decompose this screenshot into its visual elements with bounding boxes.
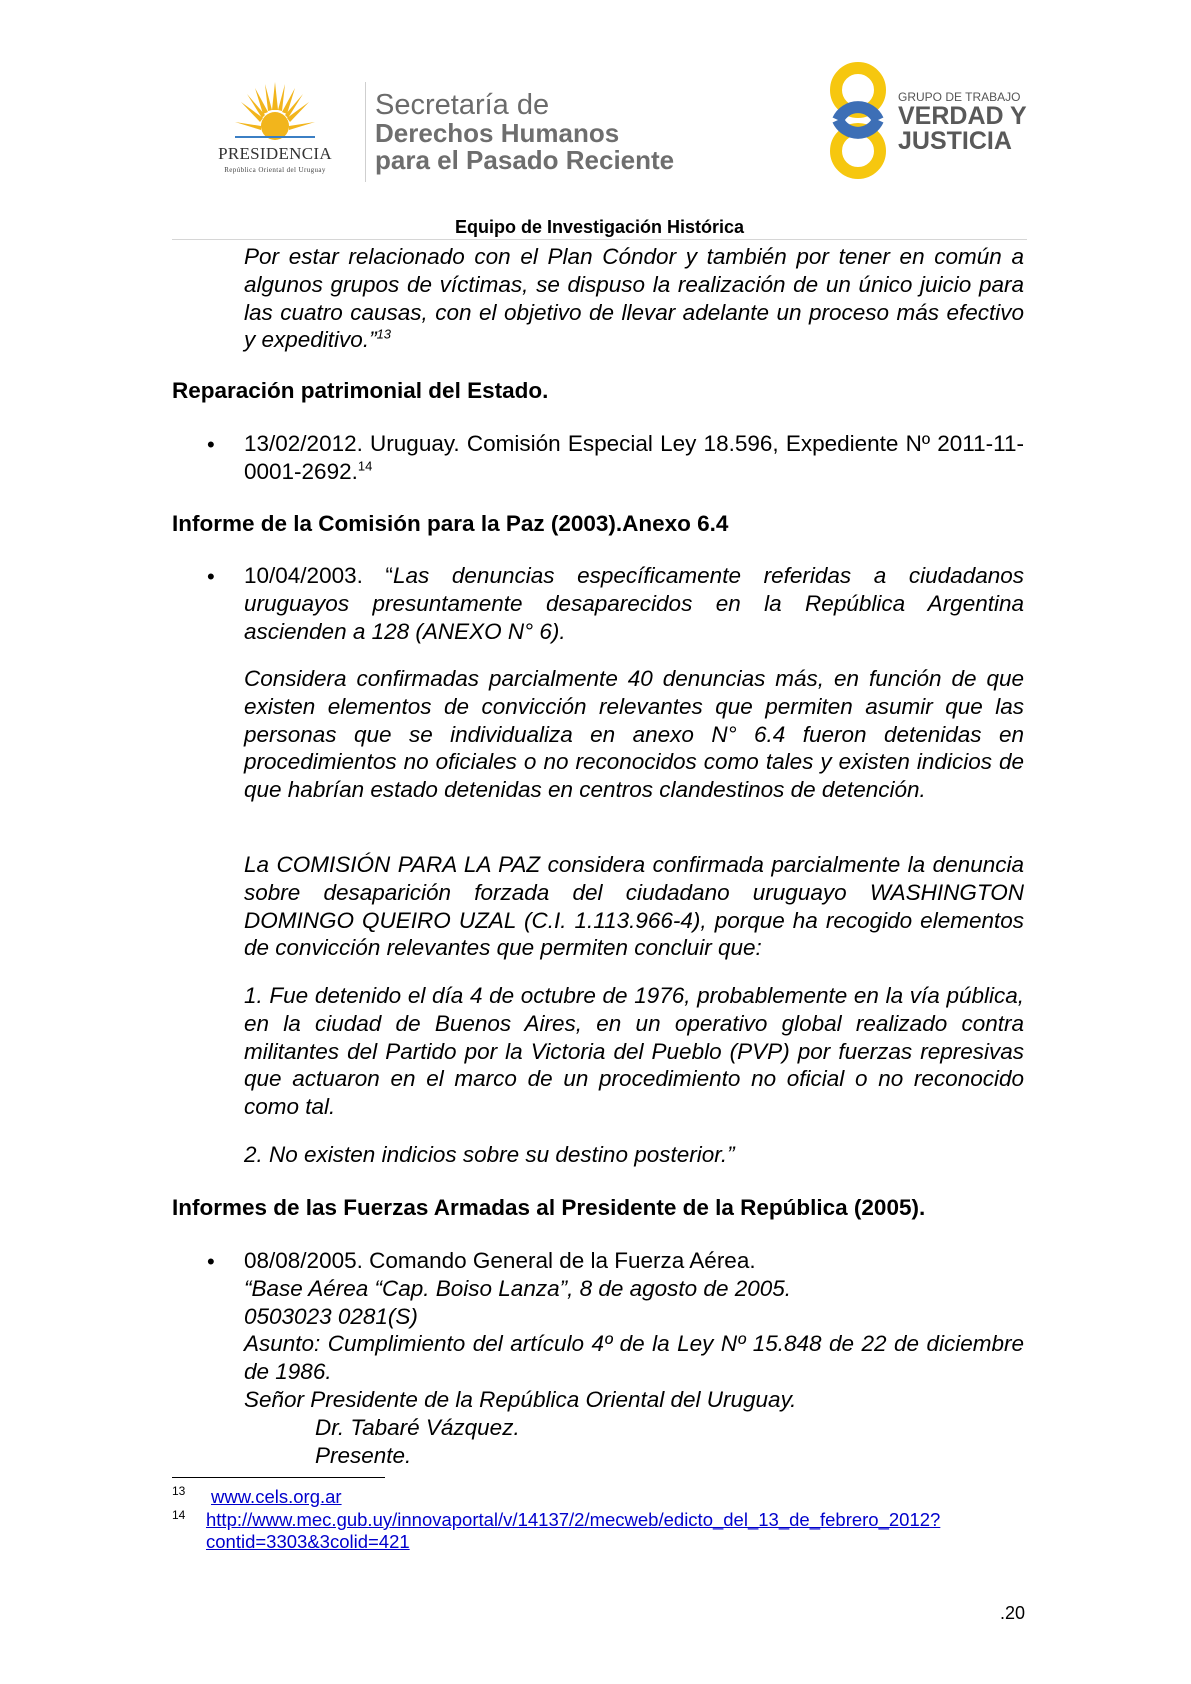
heading-reparacion: Reparación patrimonial del Estado. xyxy=(172,378,549,403)
footnote-link-14-line2[interactable]: contid=3303&3colid=421 xyxy=(206,1531,410,1552)
secretaria-line2: Derechos Humanos xyxy=(375,118,620,148)
bullet-ffaa-text: 08/08/2005. Comando General de la Fuerza Aérea. xyxy=(244,1248,756,1273)
gtvj-line3: JUSTICIA xyxy=(898,127,1012,155)
para-comision: La COMISIÓN PARA LA PAZ considera confirmada parcialmente la denuncia sobre desaparición forzada del ciudadano uruguayo WASHINGTON DOMINGO QUEIRO UZAL (C.I. 1.113.966-4), porque ha recogido elementos de convicción relevantes que permiten concluir que: xyxy=(244,852,1024,961)
bullet-informe xyxy=(244,562,1024,645)
rings-icon xyxy=(822,58,902,183)
ffaa-presente: Presente. xyxy=(315,1442,412,1468)
quote-intro-paragraph xyxy=(244,243,1024,354)
presidencia-logo xyxy=(195,82,355,182)
bullet-icon: • xyxy=(207,564,215,589)
ffaa-line2: 0503023 0281(S) xyxy=(244,1303,418,1329)
gtvj-line2: VERDAD Y xyxy=(898,102,1027,130)
ffaa-asunto: Asunto: Cumplimiento del artículo 4º de la Ley Nº 15.848 de 22 de diciembre de 1986. xyxy=(244,1331,1024,1385)
ffaa-line1: “Base Aérea “Cap. Boiso Lanza”, 8 de agosto de 2005. xyxy=(244,1275,792,1301)
presidencia-subtitle: República Oriental del Uruguay xyxy=(224,166,326,174)
footnote-link-13[interactable]: www.cels.org.ar xyxy=(211,1486,342,1507)
bullet-icon: • xyxy=(207,432,215,457)
secretaria-line3: para el Pasado Reciente xyxy=(375,145,675,175)
para-considera: Considera confirmadas parcialmente 40 denuncias más, en función de que existen elementos de convicción relevantes que permiten asumir que las personas que se individualiza en anexo N° 6.4 fueron detenidas en procedimientos no oficiales o no reconocidos como tales y existen indicios de que habrían estado detenidas en centros clandestinos de detención. xyxy=(244,666,1024,803)
team-title: Equipo de Investigación Histórica xyxy=(454,217,745,237)
gtvj-line1: GRUPO DE TRABAJO xyxy=(898,90,1021,104)
footnote-ref-13: 13 xyxy=(376,326,392,342)
footnote-rule xyxy=(172,1477,385,1478)
bullet-ffaa xyxy=(244,1247,1024,1469)
bullet-reparacion xyxy=(244,430,1024,486)
verdad-justicia-logo xyxy=(822,58,1032,183)
bullet-informe-text: Las denuncias específicamente referidas a ciudadanos uruguayos presuntamente desaparecidos en la República Argentina ascienden a 128 (ANEXO N° 6). xyxy=(244,563,1024,644)
para-point-2: 2. No existen indicios sobre su destino posterior.” xyxy=(244,1142,735,1167)
presidencia-name: PRESIDENCIA xyxy=(218,144,332,163)
heading-informe: Informe de la Comisión para la Paz (2003).Anexo 6.4 xyxy=(172,511,729,536)
quote-intro-text: Por estar relacionado con el Plan Cóndor y también por tener en común a algunos grupos de víctimas, se dispuso la realización de un único juicio para las cuatro causas, con el objetivo de llevar adelante un proceso más efectivo y expeditivo.” xyxy=(244,244,1024,353)
secretaria-logo-text xyxy=(375,90,674,174)
header-rule xyxy=(172,239,1027,240)
heading-ffaa: Informes de las Fuerzas Armadas al Presidente de la República (2005). xyxy=(172,1195,926,1220)
ffaa-senor: Señor Presidente de la República Oriental del Uruguay. xyxy=(244,1386,797,1412)
para-point-1: 1. Fue detenido el día 4 de octubre de 1976, probablemente en la vía pública, en la ciudad de Buenos Aires, en un operativo global realizado contra militantes del Partido por la Victoria del Pueblo (PVP) por fuerzas represivas que actuaron en el marco de un procedimiento no oficial o no reconocido como tal. xyxy=(244,983,1024,1120)
footnote-link-14-line1[interactable]: http://www.mec.gub.uy/innovaportal/v/14137/2/mecweb/edicto_del_13_de_febrero_2012? xyxy=(206,1509,941,1530)
footnote-ref-14: 14 xyxy=(357,458,373,474)
page-number: .20 xyxy=(1000,1603,1026,1623)
ffaa-dr: Dr. Tabaré Vázquez. xyxy=(315,1414,520,1440)
header-divider xyxy=(365,82,366,182)
sun-icon xyxy=(235,82,315,140)
footnote-link-14[interactable] xyxy=(206,1509,940,1553)
bullet-informe-date: 10/04/2003. “ xyxy=(244,563,393,588)
footnote-num-13: 13 xyxy=(172,1484,186,1498)
secretaria-line1: Secretaría de xyxy=(375,89,550,121)
bullet-icon: • xyxy=(207,1249,215,1274)
bullet-reparacion-text: 13/02/2012. Uruguay. Comisión Especial Ley 18.596, Expediente Nº 2011-11-0001-2692. xyxy=(244,431,1024,484)
footnote-num-14: 14 xyxy=(172,1508,186,1522)
